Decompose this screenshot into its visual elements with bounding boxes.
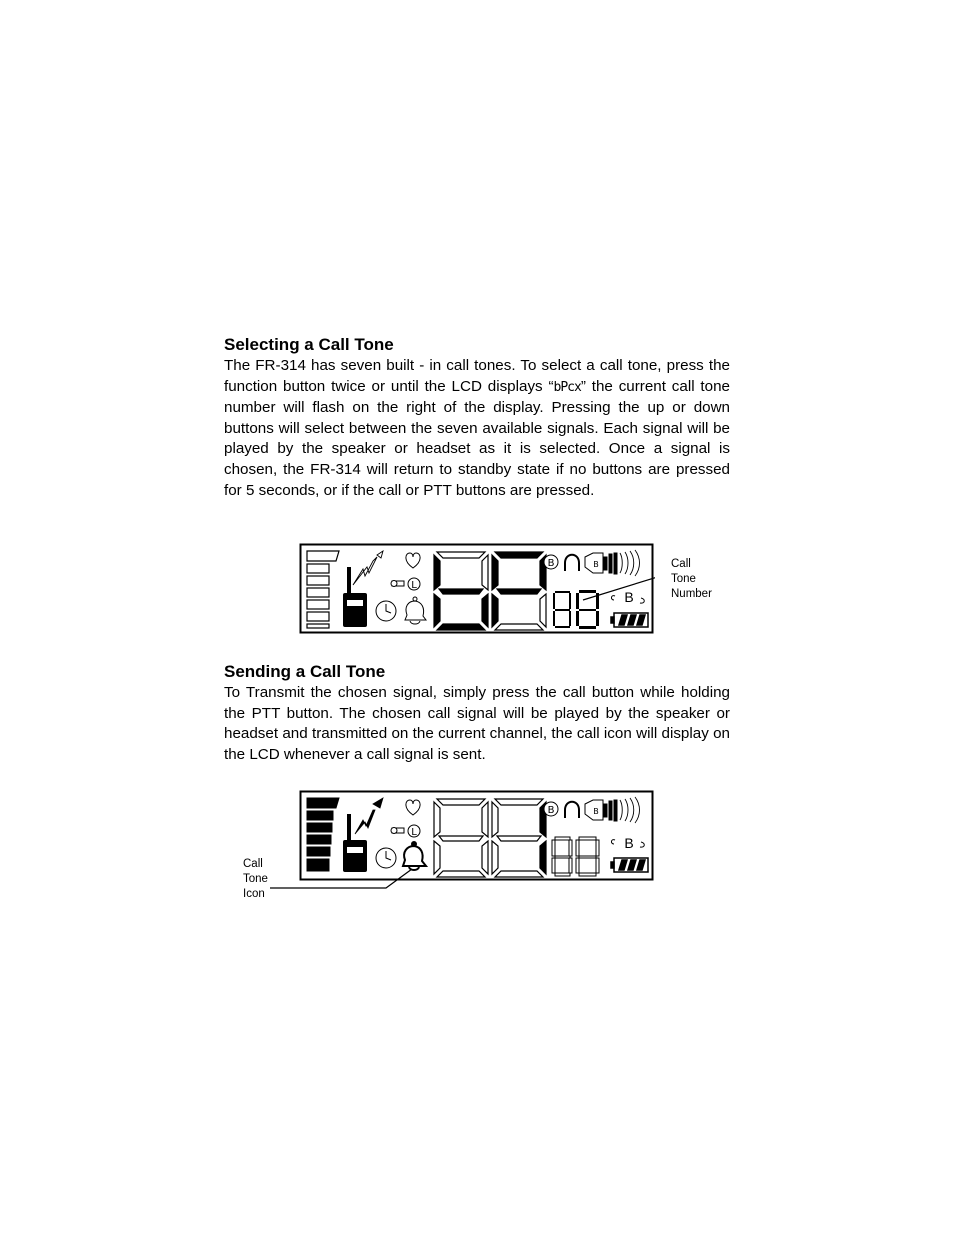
callout-line-text: Call (243, 858, 263, 870)
lcd-glyph-text: bPcx (553, 379, 581, 395)
callout-line-text: Tone (243, 873, 268, 885)
section-paragraph: To Transmit the chosen signal, simply press the call button while holding the PTT button. The chosen call signal will be played by the speaker or headset and transmitted on the current channel, the call icon will display on the LCD whenever a call signal is sent. (224, 684, 730, 763)
lcd-figure-call-tone-number (299, 543, 655, 635)
section-paragraph (224, 356, 730, 501)
paragraph-text-part: ” the current call tone number will flash on the right of the display. Pressing the up or down buttons will select between the seven available signals. Each signal will be played by the speaker or headset as it is selected. Once a signal is chosen, the FR-314 will return to standby state if no buttons are pressed for 5 seconds, or if the call or PTT buttons are pressed. (224, 377, 730, 499)
b-letter: B (593, 560, 599, 569)
b-letter: B (547, 558, 555, 569)
b-letter: B (593, 807, 599, 816)
callout-line-text: Tone (671, 573, 696, 585)
battery-icon (611, 858, 648, 872)
b-letter: B (624, 589, 634, 605)
b-letter: B (624, 835, 634, 851)
speaker-icon (585, 800, 617, 821)
lock-letter: L (411, 827, 417, 838)
callout-line-text: Call (671, 558, 691, 570)
battery-icon (611, 613, 648, 627)
paragraph-text-part: The FR-314 has seven built - in call tones. To select a call tone, press the function button twice or until the LCD displays “ (224, 357, 730, 395)
section-heading: Sending a Call Tone (224, 662, 386, 681)
speaker-icon (585, 553, 617, 574)
b-letter: B (547, 805, 555, 816)
callout-line-text: Number (671, 588, 712, 600)
section-heading: Selecting a Call Tone (224, 335, 394, 354)
callout-call-tone-number (671, 557, 712, 602)
callout-call-tone-icon (243, 857, 268, 902)
callout-line-text: Icon (243, 888, 265, 900)
lock-letter: L (411, 580, 417, 591)
section-sending-call-tone (224, 662, 730, 765)
section-selecting-call-tone (224, 335, 730, 501)
